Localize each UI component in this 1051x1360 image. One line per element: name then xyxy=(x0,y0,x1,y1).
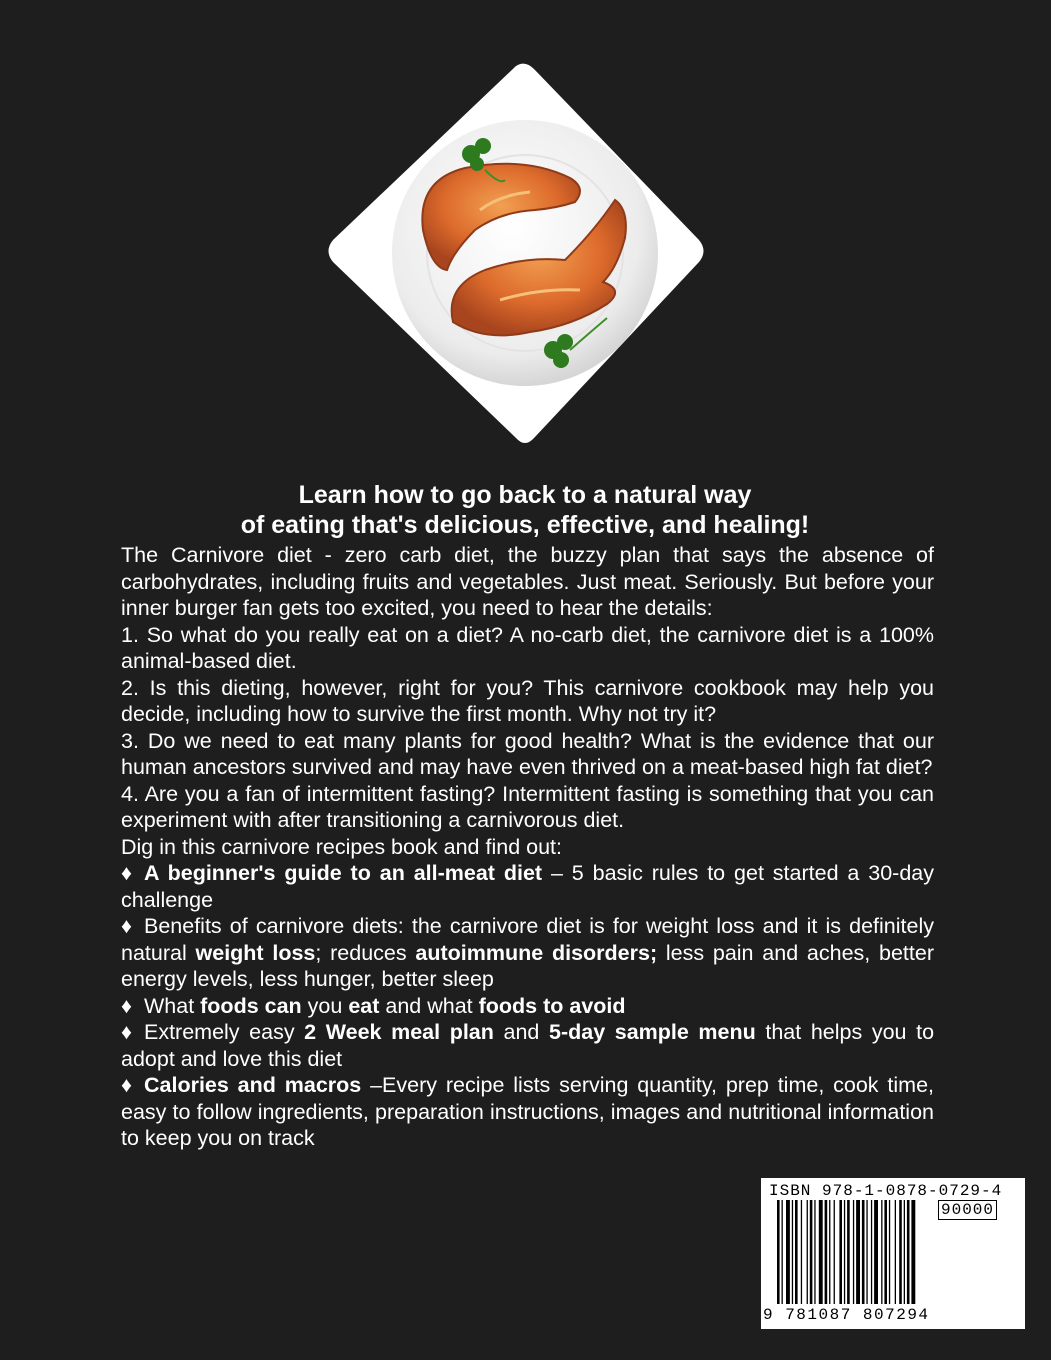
bullet-list xyxy=(121,860,934,1152)
bullet-bold-text: 2 Week meal plan xyxy=(304,1020,494,1044)
headline-line-2: of eating that's delicious, effective, and healing! xyxy=(240,511,810,539)
question-4: 4. Are you a fan of intermittent fasting? Intermittent fasting is something that you can experiment with after transitioning a carnivorous diet. xyxy=(121,781,934,832)
price-code: 90000 xyxy=(938,1200,997,1220)
headline xyxy=(80,480,970,540)
dig-in-line: Dig in this carnivore recipes book and find out: xyxy=(121,834,562,859)
question-1: 1. So what do you really eat on a diet? A no-carb diet, the carnivore diet is a 100% animal-based diet. xyxy=(121,622,934,673)
bullet-item xyxy=(121,1072,934,1152)
diamond-bullet-icon: ♦ xyxy=(121,1073,132,1097)
diamond-bullet-icon: ♦ xyxy=(121,993,132,1018)
intro-paragraph: The Carnivore diet - zero carb diet, the buzzy plan that says the absence of carbohydrates, including fruits and vegetables. Just meat. Seriously. But before your inner burger fan gets too excited, you need to hear the details: xyxy=(121,543,934,620)
diamond-bullet-icon: ♦ xyxy=(121,914,132,938)
bullet-text: What xyxy=(143,993,201,1018)
bullet-item xyxy=(121,860,934,913)
bullet-text: ; reduces xyxy=(315,940,416,965)
bullet-bold-text: 5-day sample menu xyxy=(548,1020,756,1044)
bullet-text: that helps you to adopt and love this diet xyxy=(121,1020,935,1071)
question-2: 2. Is this dieting, however, right for you? This carnivore cookbook may help you decide, including how to survive the first month. Why not try it? xyxy=(121,675,934,726)
bullet-text: – 5 basic rules to get started a 30-day challenge xyxy=(121,861,934,912)
bullet-bold-text: eat xyxy=(348,993,380,1018)
bullet-item xyxy=(121,1019,934,1072)
isbn-label: ISBN 978-1-0878-0729-4 xyxy=(769,1182,1003,1200)
bullet-text: you xyxy=(301,993,349,1018)
bullet-item xyxy=(121,913,934,993)
headline-line-1: Learn how to go back to a natural way xyxy=(298,481,752,509)
barcode-bars xyxy=(777,1200,937,1304)
cover-photo-salmon-steaks xyxy=(325,60,707,450)
description-body xyxy=(121,542,934,1152)
question-3: 3. Do we need to eat many plants for good health? What is the evidence that our human ancestors survived and may have even thrived on a meat-based high fat diet? xyxy=(121,728,934,779)
bullet-bold-text: A beginner's guide to an all-meat diet xyxy=(143,861,543,885)
bullet-bold-text: foods to avoid xyxy=(478,993,626,1018)
bullet-bold-text: autoimmune disorders; xyxy=(415,940,658,965)
bullet-text: and xyxy=(493,1020,549,1044)
bullet-text: and what xyxy=(379,993,479,1018)
ean-digits: 9 781087 807294 xyxy=(763,1306,930,1324)
diamond-bullet-icon: ♦ xyxy=(121,861,132,885)
diamond-bullet-icon: ♦ xyxy=(121,1020,132,1044)
isbn-barcode xyxy=(761,1178,1025,1329)
bullet-text: –Every recipe lists serving quantity, prep time, cook time, easy to follow ingredients, preparation instructions, images and nutritional information to keep you on track xyxy=(121,1073,934,1150)
bullet-text: Benefits of carnivore diets: the carnivore diet is for weight loss and it is definitely natural xyxy=(121,914,934,965)
bullet-bold-text: Calories and macros xyxy=(143,1073,362,1097)
bullet-bold-text: weight loss xyxy=(195,940,316,965)
bullet-text: Extremely easy xyxy=(143,1020,305,1044)
bullet-item xyxy=(121,993,934,1020)
bullet-bold-text: foods can xyxy=(200,993,302,1018)
bullet-text: less pain and aches, better energy levels, less hunger, better sleep xyxy=(121,940,934,991)
